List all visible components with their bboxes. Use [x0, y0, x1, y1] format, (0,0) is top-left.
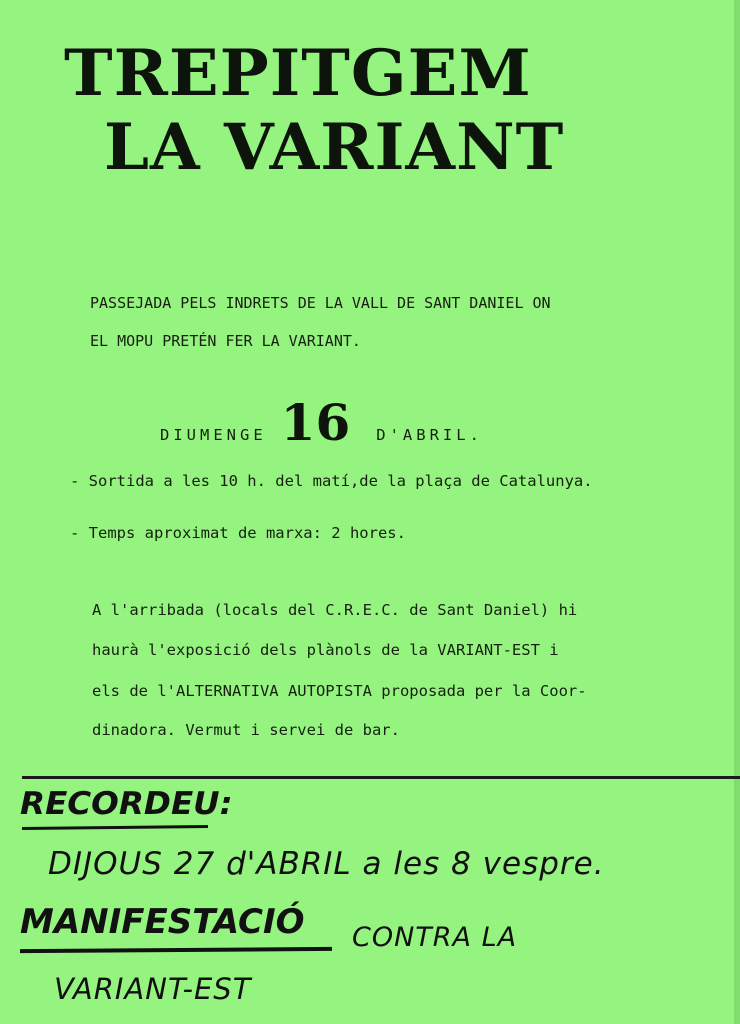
handwritten-manifestation: MANIFESTACIÓ	[20, 902, 305, 942]
section-divider	[22, 776, 740, 779]
arrival-line-1: A l'arribada (locals del C.R.E.C. de Sant Daniel) hi	[92, 601, 578, 619]
date-month: D'ABRIL.	[376, 426, 483, 444]
intro-line-1: PASSEJADA PELS INDRETS DE LA VALL DE SANT DANIEL ON	[90, 294, 551, 312]
handwritten-target: VARIANT-EST	[54, 972, 252, 1006]
arrival-line-2: haurà l'exposició dels plànols de la VARIANT-EST i	[92, 641, 559, 659]
handwritten-date: DIJOUS 27 d'ABRIL a les 8 vespre.	[48, 846, 605, 882]
arrival-line-3: els de l'ALTERNATIVA AUTOPISTA proposada per la Coor-	[92, 682, 587, 700]
arrival-line-4: dinadora. Vermut i servei de bar.	[92, 721, 400, 739]
event-date	[160, 393, 483, 452]
intro-line-2: EL MOPU PRETÉN FER LA VARIANT.	[90, 332, 361, 350]
detail-departure: - Sortida a les 10 h. del matí,de la plaça de Catalunya.	[70, 472, 593, 490]
detail-duration: - Temps aproximat de marxa: 2 hores.	[70, 524, 406, 542]
remember-underline	[22, 825, 208, 830]
manifestation-underline	[20, 947, 332, 953]
handwritten-remember: RECORDEU:	[20, 786, 233, 822]
paper-edge-shadow	[734, 0, 740, 1024]
handwritten-against: CONTRA LA	[352, 922, 518, 953]
title-line-2: LA VARIANT	[104, 110, 565, 185]
title-line-1: TREPITGEM	[64, 36, 532, 111]
date-day: 16	[280, 393, 351, 452]
date-weekday: DIUMENGE	[160, 426, 267, 444]
